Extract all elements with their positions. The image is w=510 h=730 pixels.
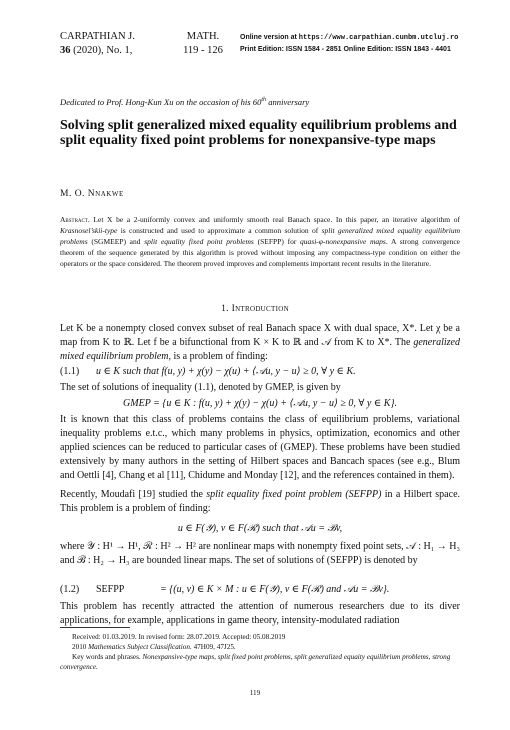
dedication [60, 97, 460, 107]
equation-expression: u ∈ K such that f(u, y) + χ(y) − χ(u) + ⟨𝒜u, y − u⟩ ≥ 0, ∀ y ∈ K. [96, 366, 356, 377]
journal-volume-issue [60, 44, 150, 58]
year-issue: (2020), No. 1, [70, 45, 133, 56]
journal-name: CARPATHIAN J. [60, 31, 135, 42]
paragraph-context: It is known that this class of problems contains the class of equilibrium problems, variational inequality problems e.t.c., which many problems in physics, optimization, economics and other applied sciences can be reduced to particular cases of (GMEP). These problems have been studied extensively by many authors in the setting of Hilbert spaces and Bancach spaces (see e.g., Blum and Oettli [4], Chang et al [11], Chidume and Monday [12], and the references contained in them). [60, 414, 460, 481]
page-number: 119 [249, 689, 261, 697]
abstract-text: Let X be a 2-uniformly convex and uniformly smooth real Banach space. In this paper, an iterative algorithm of [89, 215, 460, 224]
journal-citation [60, 30, 150, 58]
paragraph-definition [60, 322, 460, 364]
abstract-text: is constructed and used to approximate a common solution of [117, 226, 322, 235]
page-range: 119 - 126 [183, 45, 223, 56]
footnote-text: Key words and phrases. [72, 653, 143, 661]
dedication-tail: anniversary [266, 97, 310, 107]
paragraph-maps: where 𝒴 : H¹ → H¹, ℛ : H² → H² are nonlinear maps with nonempty fixed point sets, 𝒜 : H₁ → H₃ and ℬ : H₂ → H₃ are bounded linear maps. The set of solutions of (SEFPP) is denoted by [60, 541, 460, 566]
footnote-emphasis: Nonexpansive-type maps, split fixed point problems, split generalized equaity equilibrium problems, strong convergence. [60, 653, 451, 671]
dedication-text: Dedicated to Prof. Hong-Kun Xu on the occasion of his 60 [60, 97, 262, 107]
paragraph-applications: This problem has recently attracted the attention of numerous researchers due to its diver applications, for example, applications in game theory, intensity-modulated radiation [60, 601, 460, 626]
paragraph-text: in a Hilbert space. This problem is a problem of finding: [60, 489, 461, 514]
online-url[interactable]: https://www.carpathian.cunbm.utcluj.ro [298, 34, 459, 42]
paragraph-solution-set: The set of solutions of inequality (1.1), denoted by GMEP, is given by [60, 382, 341, 393]
abstract-emphasis: Krasnosel’skii-type [60, 226, 118, 235]
paragraph-text: Recently, Moudafi [19] studied the [60, 489, 207, 500]
equation-lhs: SEFPP [96, 584, 125, 595]
section-heading: 1. Introduction [221, 303, 289, 314]
equation-expression: u ∈ F(𝒴), v ∈ F(ℛ) such that 𝒜u = ℬv, [177, 523, 343, 534]
footnote-text: 2010 [72, 643, 89, 651]
abstract-emphasis: split generalized mixed equality equilibrium problems [60, 226, 460, 246]
equation-rhs: = {(u, v) ∈ K × M : u ∈ F(𝒴), v ∈ F(ℛ) and 𝒜u = ℬv}. [160, 584, 390, 595]
equation-number: (1.2) [60, 584, 80, 595]
abstract-text: (SEFPP) for [253, 237, 301, 246]
author-name: M. O. Nnakwe [60, 189, 124, 199]
subject-label: MATH. [186, 31, 220, 42]
footnote-msc [60, 642, 460, 652]
paragraph-text: , is a problem of finding: [168, 351, 268, 362]
abstract [60, 214, 460, 269]
paragraph-emphasis: generalized mixed equilibrium problem [60, 337, 460, 362]
online-version [240, 32, 470, 44]
abstract-label: Abstract. [60, 215, 90, 224]
dedication-superscript: th [261, 97, 267, 104]
footnote-text: 47H09, 47J25. [191, 643, 236, 651]
abstract-text: . A strong convergence theorem of the sequence generated by this algorithm is proved without imposing any compactness-type condition on either the operators or the space considered. The theorem proved improves and complements important recent results in the literature. [60, 237, 460, 268]
paragraph-emphasis: split equality fixed point problem (SEFPP) [206, 489, 382, 500]
journal-pages [173, 30, 233, 58]
paragraph-moudafi [60, 488, 460, 516]
abstract-emphasis: quasi-φ-nonexpansive maps [300, 237, 386, 246]
footnote-divider [60, 627, 130, 628]
paragraph-text: Let K be a nonempty closed convex subset of real Banach space X with dual space, X*. Let χ be a map from K to ℝ. Let f be a bifunctional from K × K to ℝ and 𝒜 from K to X*. The [60, 323, 460, 348]
equation-number: (1.1) [60, 366, 80, 377]
footnote-emphasis: Mathematics Subject Classification. [88, 643, 192, 651]
footnote-keywords [60, 652, 460, 672]
journal-editions [240, 32, 470, 56]
equation-expression: GMEP = {u ∈ K : f(u, y) + χ(y) − χ(u) + ⟨𝒜u, y − u⟩ ≥ 0, ∀ y ∈ K}. [123, 398, 397, 409]
footnote-received: Received: 01.03.2019. In revised form: 28.07.2019. Accepted: 05.08.2019 [72, 633, 286, 641]
print-edition: Print Edition: ISSN 1584 - 2851 Online Edition: ISSN 1843 - 4401 [240, 46, 451, 53]
online-prefix: Online version at [240, 34, 299, 41]
abstract-text: (SGMEEP) and [87, 237, 145, 246]
volume-number: 36 [60, 45, 71, 56]
abstract-emphasis: split equality fixed point problems [144, 237, 254, 246]
paper-title: Solving split generalized mixed equality equilibrium problems and split equality fixed point problems for nonexpansive-type maps [60, 118, 457, 149]
